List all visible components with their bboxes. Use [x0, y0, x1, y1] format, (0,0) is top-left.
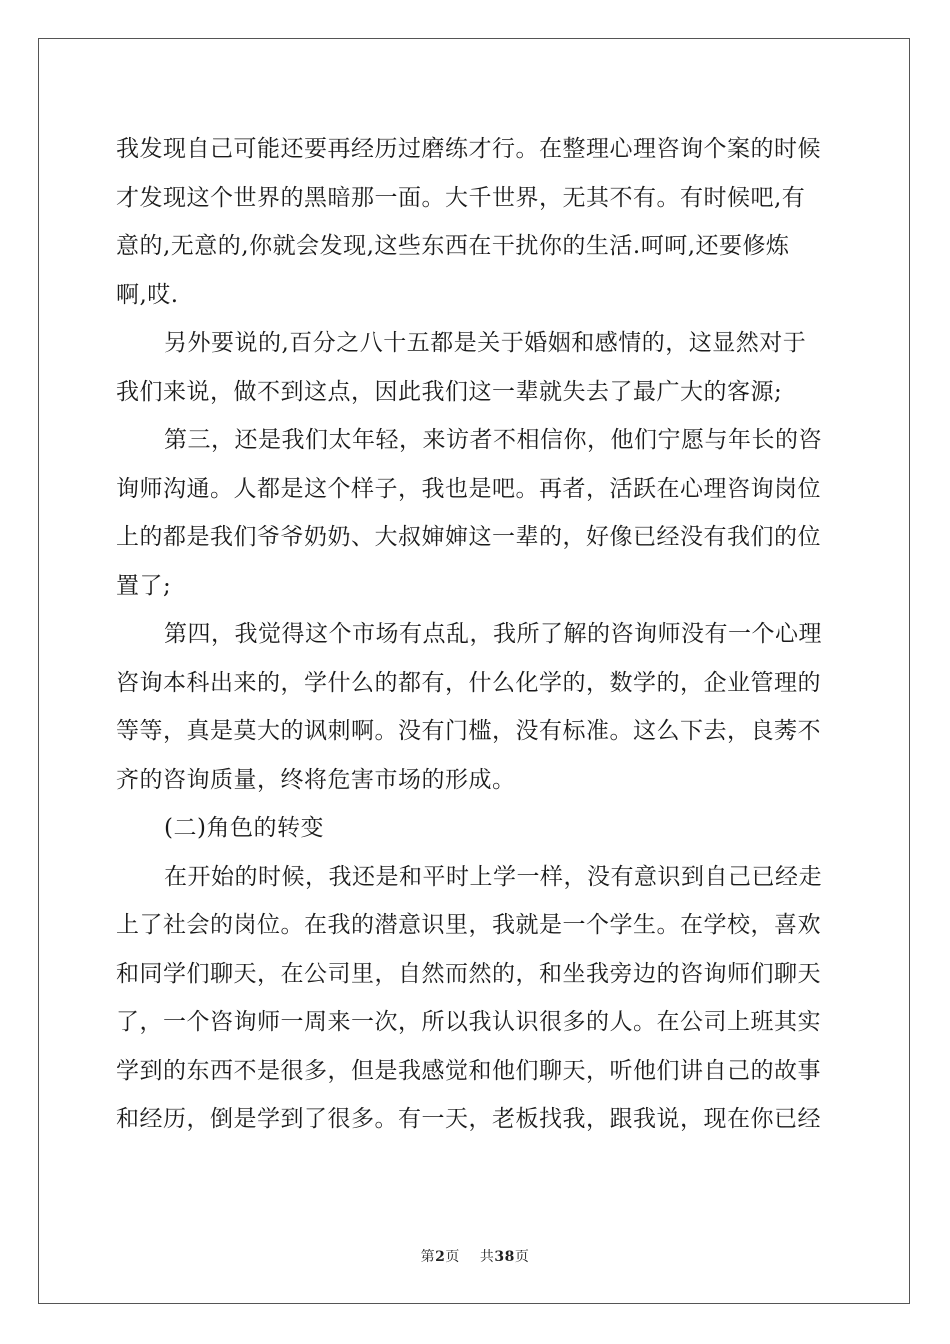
text-line: 咨询本科出来的，学什么的都有，什么化学的，数学的，企业管理的 [116, 669, 821, 696]
text-line: 等等，真是莫大的讽刺啊。没有门槛，没有标准。这么下去，良莠不 [116, 718, 821, 744]
text-line: 意的,无意的,你就会发现,这些东西在干扰你的生活.呵呵,还要修炼 [116, 233, 790, 259]
text-line: 上的都是我们爷爷奶奶、大叔婶婶这一辈的，好像已经没有我们的位 [116, 524, 821, 550]
text-line: 我发现自己可能还要再经历过磨练才行。在整理心理咨询个案的时候 [116, 136, 821, 162]
text-line: 学到的东西不是很多，但是我感觉和他们聊天，听他们讲自己的故事 [116, 1057, 821, 1084]
page-suffix: 页 [445, 1249, 460, 1265]
paragraph-start-line: 另外要说的,百分之八十五都是关于婚姻和感情的，这显然对于 [164, 330, 807, 356]
text-line: 齐的咨询质量，终将危害市场的形成。 [116, 766, 516, 793]
text-line: 啊,哎. [116, 281, 179, 308]
document-body [116, 125, 836, 1144]
paragraph-start-line: 在开始的时候，我还是和平时上学一样，没有意识到自己已经走 [164, 863, 822, 890]
page-prefix: 第 [420, 1249, 436, 1265]
paragraph-start-line: 第四，我觉得这个市场有点乱，我所了解的咨询师没有一个心理 [164, 621, 822, 647]
text-line: 和经历，倒是学到了很多。有一天，老板找我，跟我说，现在你已经 [116, 1106, 821, 1132]
total-pages: 38 [494, 1249, 515, 1265]
text-line: 上了社会的岗位。在我的潜意识里，我就是一个学生。在学校，喜欢 [116, 912, 821, 938]
page-footer [0, 1246, 950, 1266]
text-line: 才发现这个世界的黑暗那一面。大千世界，无其不有。有时候吧,有 [116, 184, 806, 211]
total-prefix: 共 [479, 1249, 495, 1265]
text-line: 我们来说，做不到这点，因此我们这一辈就失去了最广大的客源; [116, 378, 783, 405]
text-line: 询师沟通。人都是这个样子，我也是吧。再者，活跃在心理咨询岗位 [116, 475, 821, 502]
section-heading: (二)角色的转变 [164, 815, 324, 841]
text-line: 置了; [116, 572, 172, 599]
text-line: 和同学们聊天，在公司里，自然而然的，和坐我旁边的咨询师们聊天 [116, 960, 821, 987]
page-number: 2 [435, 1249, 446, 1265]
total-suffix: 页 [514, 1249, 530, 1265]
paragraph-start-line: 第三，还是我们太年轻，来访者不相信你，他们宁愿与年长的咨 [164, 427, 822, 453]
text-line: 了，一个咨询师一周来一次，所以我认识很多的人。在公司上班其实 [116, 1009, 821, 1035]
